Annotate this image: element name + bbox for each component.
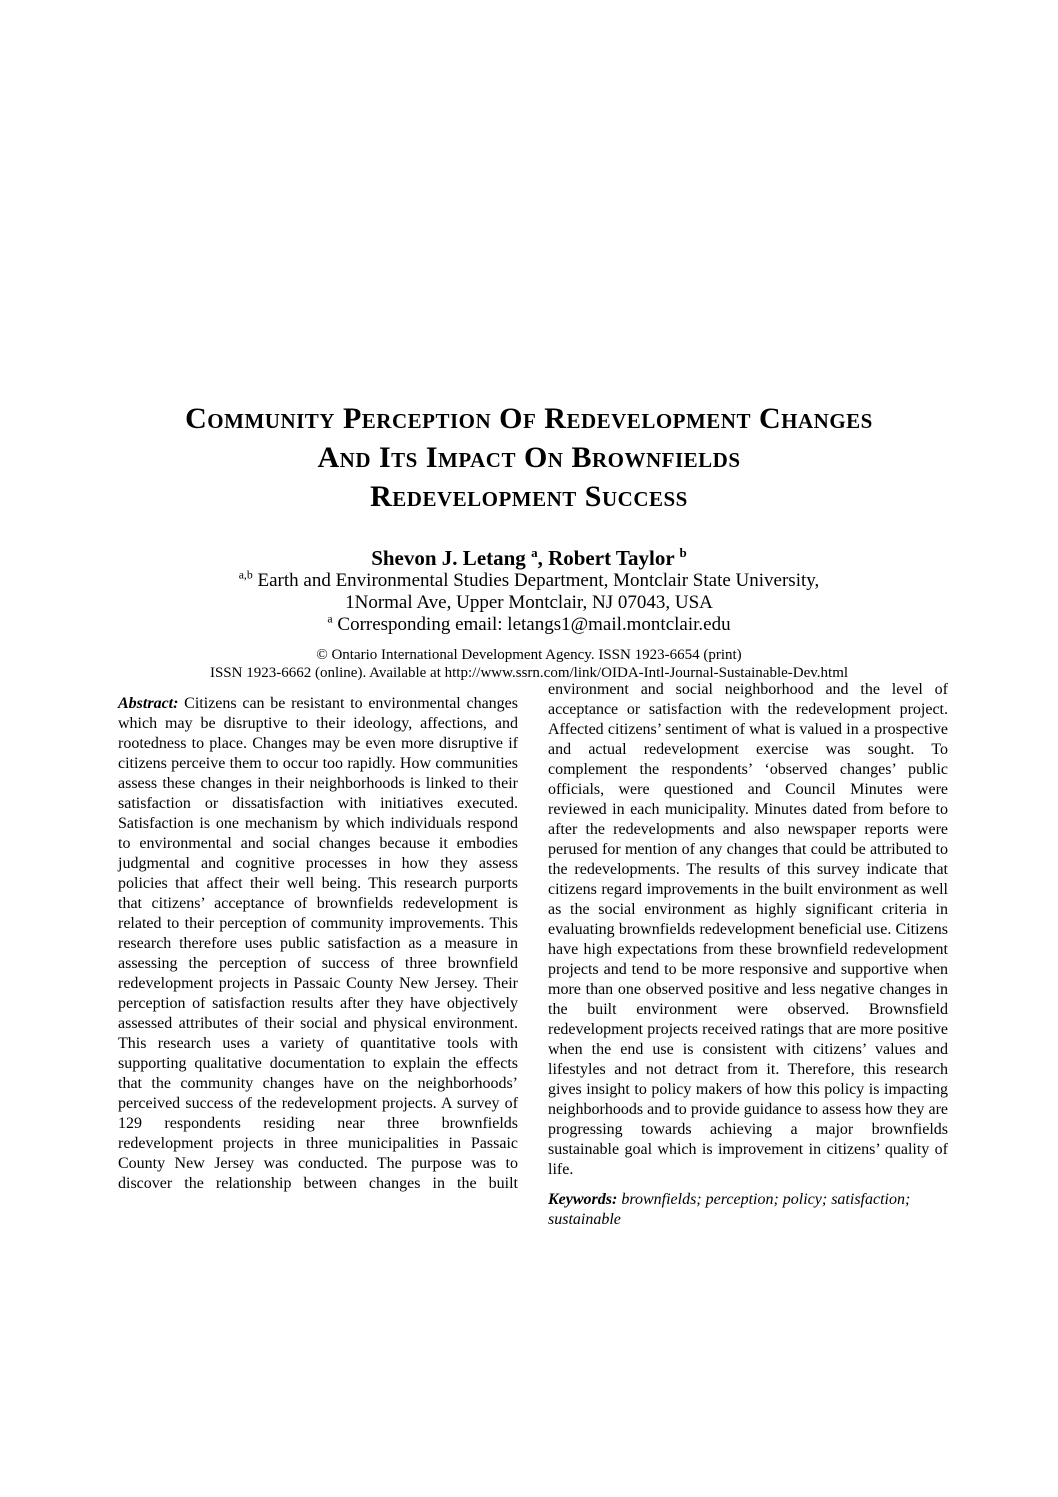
- corresponding-email: Corresponding email: letangs1@mail.montclair.edu: [332, 614, 731, 635]
- abstract-text-left: Citizens can be resistant to environmental changes which may be disruptive to their ideology, affections, and rootedness to place. Changes may be even more disruptive if citizens perceive them to occur too rapidly. How communities assess these changes in their neighborhoods is linked to their satisfaction or dissatisfaction with initiatives executed. Satisfaction is one mechanism by which individuals respond to environmental and social changes because it embodies judgmental and cognitive processes in how they assess policies that affect their well being. This research purports that citizens’ acceptance of brownfields redevelopment is related to their perception of community improvements. This research therefore uses public satisfaction as a measure in assessing the perception of success of three brownfield redevelopment projects in Passaic County New Jersey. Their perception of satisfaction results after they have objectively assessed attributes of their social and physical environment. This research uses a variety of quantitative tools with supporting qualitative documentation to explain the effects that the community changes have on the neighborhoods’ perceived success of the redevelopment projects. A survey of 129 respondents residing near three brownfields redevelopment projects in three municipalities in Passaic County New Jersey was conducted. The purpose was to discover the relationship between changes in the built: [118, 695, 518, 1192]
- affiliation-sup-ab: a,b: [238, 568, 253, 582]
- abstract-label: Abstract:: [118, 695, 179, 712]
- abstract-paragraph-right: environment and social neighborhood and the level of acceptance or satisfaction with the redevelopment project. Affected citizens’ sentiment of what is valued in a prospective and actual redevelopment exercise was sought. To complement the respondents’ ‘observed changes’ public officials, were questioned and Council Minutes were reviewed in each municipality. Minutes dated from before to after the redevelopments and also newspaper reports were perused for mention of any changes that could be attributed to the redevelopments. The results of this survey indicate that citizens regard improvements in the built environment as well as the social environment as highly significant criteria in evaluating brownfields redevelopment beneficial use. Citizens have high expectations from these brownfield redevelopment projects and tend to be more responsive and supportive when more than one observed positive and less negative changes in the built environment were observed. Brownsfield redevelopment projects received ratings that are more positive when the end use is consistent with citizens’ values and lifestyles and not detract from it. Therefore, this research gives insight to policy makers of how this policy is impacting neighborhoods and to provide guidance to assess how they are progressing towards achieving a major brownfields sustainable goal which is improvement in citizens’ quality of life.: [548, 681, 948, 1178]
- copyright-issn-print-line: © Ontario International Development Agency. ISSN 1923-6654 (print): [316, 647, 742, 663]
- abstract-column-left: [118, 694, 518, 1194]
- author-2-affiliation-ref: b: [679, 545, 687, 560]
- publisher-block: [0, 646, 1058, 682]
- abstract-column-right: [548, 680, 948, 1230]
- keywords-line: [548, 1190, 948, 1230]
- affiliation-department: Earth and Environmental Studies Department, Montclair State University,: [252, 570, 820, 591]
- authors-line: [0, 545, 1058, 571]
- abstract-paragraph-left: [118, 694, 518, 1194]
- paper-title-line-2: And Its Impact On Brownfields: [317, 441, 741, 474]
- keywords-text: brownfields; perception; policy; satisfaction; sustainable: [548, 1191, 911, 1228]
- affiliation-address: 1Normal Ave, Upper Montclair, NJ 07043, USA: [345, 592, 713, 613]
- author-1-affiliation-ref: a: [531, 545, 538, 560]
- corresponding-sup-a: a: [327, 612, 333, 626]
- paper-title-line-3: Redevelopment Success: [370, 480, 688, 513]
- paper-title: [0, 399, 1058, 516]
- corresponding-email-line: [0, 614, 1058, 636]
- author-name-1: Shevon J. Letang: [371, 546, 532, 570]
- authors-separator: ,: [537, 546, 549, 570]
- affiliation-block: [0, 570, 1058, 636]
- affiliation-line-1: [0, 570, 1058, 592]
- paper-title-line-1: Community Perception Of Redevelopment Changes: [185, 402, 873, 435]
- keywords-label: Keywords:: [548, 1191, 618, 1208]
- author-name-2: Robert Taylor: [548, 546, 680, 570]
- issn-online-url-line: ISSN 1923-6662 (online). Available at http://www.ssrn.com/link/OIDA-Intl-Journal-Sustainable-Dev.html: [209, 665, 849, 681]
